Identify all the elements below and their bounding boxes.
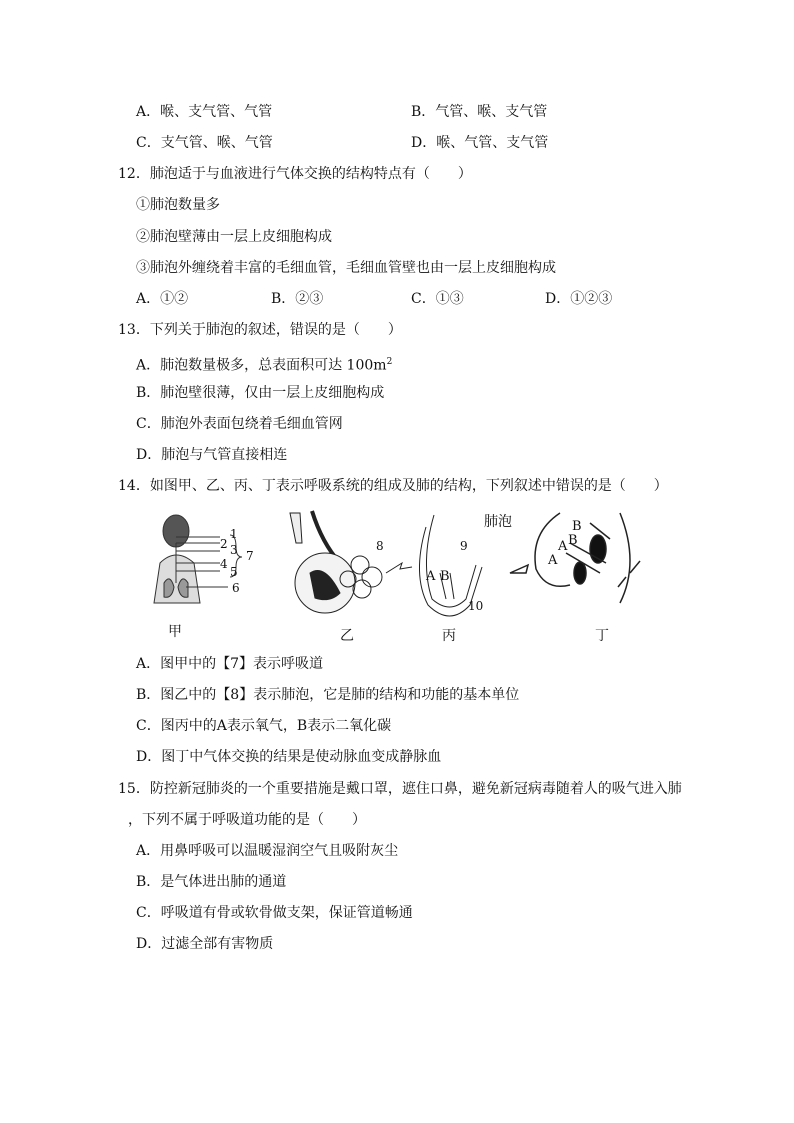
figure-yi-lung <box>290 511 382 613</box>
q14-stem: 14．如图甲、乙、丙、丁表示呼吸系统的组成及肺的结构，下列叙述中错误的是（ ） <box>118 478 668 494</box>
q14-option-b: B．图乙中的【8】表示肺泡，它是肺的结构和功能的基本单位 <box>136 687 520 703</box>
q12-option-a: A．①② <box>136 291 189 307</box>
q12-item-2: ②肺泡壁薄由一层上皮细胞构成 <box>136 229 332 245</box>
figure-label-ding: 丁 <box>595 628 609 644</box>
q15-stem-line-2: ，下列不属于呼吸道功能的是（ ） <box>128 812 366 828</box>
figure-num-2: 2 <box>220 537 228 551</box>
figure-label-yi: 乙 <box>340 628 354 644</box>
q11-option-a: A．喉、支气管、气管 <box>136 104 273 120</box>
figure-num-1: 1 <box>230 527 238 541</box>
q11-option-c: C．支气管、喉、气管 <box>136 135 273 151</box>
figure-bing-letter-a: A <box>426 569 436 584</box>
figure-num-5: 5 <box>230 565 238 579</box>
q15-option-a: A．用鼻呼吸可以温暖湿润空气且吸附灰尘 <box>136 843 399 859</box>
q14-option-c: C．图丙中的A表示氧气，B表示二氧化碳 <box>136 718 392 734</box>
figure-ding-letter-b1: B <box>572 519 582 534</box>
q15-option-b: B．是气体进出肺的通道 <box>136 874 287 890</box>
q14-option-d: D．图丁中气体交换的结果是使动脉血变成静脉血 <box>136 749 442 765</box>
q12-option-c: C．①③ <box>411 291 464 307</box>
q15-option-c: C．呼吸道有骨或软骨做支架，保证管道畅通 <box>136 905 413 921</box>
q14-option-a: A．图甲中的【7】表示呼吸道 <box>136 656 324 672</box>
respiratory-figure <box>150 503 670 643</box>
q12-option-d: D．①②③ <box>545 291 613 307</box>
q15-stem-line-1: 15．防控新冠肺炎的一个重要措施是戴口罩，遮住口鼻，避免新冠病毒随着人的吸气进入肺 <box>118 781 682 797</box>
q13-option-d: D．肺泡与气管直接相连 <box>136 447 288 463</box>
figure-label-bing: 丙 <box>442 628 456 644</box>
figure-num-8: 8 <box>376 539 384 553</box>
q12-stem: 12．肺泡适于与血液进行气体交换的结构特点有（ ） <box>118 166 472 182</box>
figure-ding-letter-a2: A <box>548 553 558 568</box>
figure-label-jia: 甲 <box>168 624 182 640</box>
q13-option-b: B．肺泡壁很薄，仅由一层上皮细胞构成 <box>136 385 385 401</box>
q15-option-d: D．过滤全部有害物质 <box>136 936 274 952</box>
q12-item-3: ③肺泡外缠绕着丰富的毛细血管，毛细血管壁也由一层上皮细胞构成 <box>136 260 556 276</box>
q12-item-1: ①肺泡数量多 <box>136 197 220 213</box>
figure-num-3: 3 <box>230 543 238 557</box>
q13-stem: 13．下列关于肺泡的叙述，错误的是（ ） <box>118 322 402 338</box>
figure-num-4: 4 <box>220 557 228 571</box>
figure-label-alveolus: 肺泡 <box>484 514 512 530</box>
figure-num-6: 6 <box>232 581 240 595</box>
figure-num-10: 10 <box>468 599 484 613</box>
q13-option-a: A．肺泡数量极多，总表面积可达 $100m^2$ <box>136 357 393 374</box>
q12-option-b: B．②③ <box>271 291 324 307</box>
respiratory-diagram <box>150 503 670 643</box>
figure-bing-letter-b: B <box>440 569 450 584</box>
figure-num-7: 7 <box>246 549 254 563</box>
figure-num-9: 9 <box>460 539 468 553</box>
q11-option-b: B．气管、喉、支气管 <box>411 104 548 120</box>
q13-option-c: C．肺泡外表面包绕着毛细血管网 <box>136 416 343 432</box>
q11-option-d: D．喉、气管、支气管 <box>411 135 549 151</box>
figure-jia-person <box>154 515 242 603</box>
figure-ding-letter-a1: A <box>558 539 568 554</box>
figure-ding-letter-b2: B <box>568 533 578 548</box>
